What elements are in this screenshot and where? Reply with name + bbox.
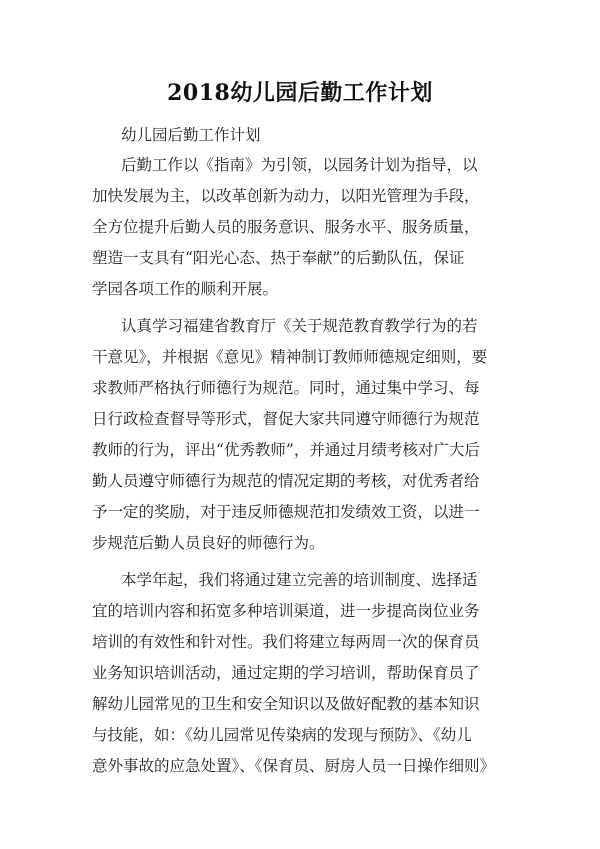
paragraph-2-line: 日行政检查督导等形式，督促大家共同遵守师德行为规范 <box>92 410 480 428</box>
document-title: 2018幼儿园后勤工作计划 <box>167 80 433 106</box>
paragraph-2-line: 求教师严格执行师德行为规范。同时，通过集中学习、每 <box>92 379 480 397</box>
paragraph-1-line: 塑造一支具有“阳光心态、热于奉献”的后勤队伍，保证 <box>92 249 465 267</box>
paragraph-1-line: 后勤工作以《指南》为引领，以园务计划为指导，以 <box>121 156 478 174</box>
paragraph-1-line: 学园各项工作的顺利开展。 <box>92 280 279 298</box>
paragraph-3-line: 业务知识培训活动，通过定期的学习培训，帮助保育员了 <box>92 664 480 682</box>
paragraph-2-line: 勤人员遵守师德行为规范的情况定期的考核，对优秀者给 <box>92 472 480 490</box>
paragraph-3-line: 意外事故的应急处置》、《保育员、厨房人员一日操作细则》 <box>92 757 496 775</box>
paragraph-2-line: 干意见》，并根据《意见》精神制订教师师德规定细则，要 <box>92 348 488 366</box>
paragraph-1-line: 加快发展为主，以改革创新为动力，以阳光管理为手段， <box>92 187 480 205</box>
paragraph-2-line: 认真学习福建省教育厅《关于规范教育教学行为的若 <box>121 317 478 335</box>
paragraph-2-line: 教师的行为，评出“优秀教师”，并通过月绩考核对广大后 <box>92 441 480 459</box>
paragraph-2-line: 步规范后勤人员良好的师德行为。 <box>92 534 325 552</box>
paragraph-1-line: 全方位提升后勤人员的服务意识、服务水平、服务质量， <box>92 218 480 236</box>
document-subtitle: 幼儿园后勤工作计划 <box>121 126 261 144</box>
paragraph-3-line: 本学年起，我们将通过建立完善的培训制度、选择适 <box>121 571 478 589</box>
paragraph-3-line: 解幼儿园常见的卫生和安全知识以及做好配教的基本知识 <box>92 695 480 713</box>
paragraph-3-line: 培训的有效性和针对性。我们将建立每两周一次的保育员 <box>92 633 480 651</box>
paragraph-2-line: 予一定的奖励，对于违反师德规范扣发绩效工资，以进一 <box>92 503 480 521</box>
paragraph-3-line: 宜的培训内容和拓宽多种培训渠道，进一步提高岗位业务 <box>92 602 480 620</box>
paragraph-3-line: 与技能，如：《幼儿园常见传染病的发现与预防》、《幼儿 <box>92 726 472 744</box>
